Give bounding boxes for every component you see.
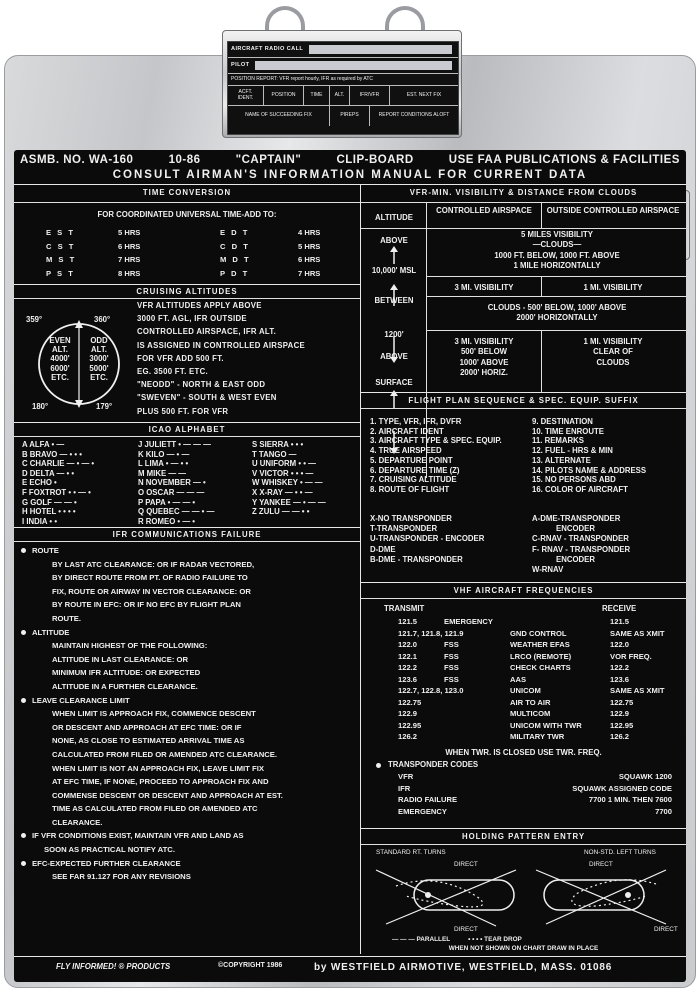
route-line: FIX, ROUTE OR AIRWAY IN VECTOR CLEARANCE: OR: [52, 586, 251, 596]
divider: [361, 408, 686, 409]
transponder-code: SQUAWK ASSIGNED CODE: [572, 783, 672, 793]
msl-10000-label: 10,000' MSL: [371, 266, 417, 275]
route-heading: ROUTE: [20, 544, 356, 558]
tc-hours: 7 HRS: [298, 268, 321, 278]
vhf-transmit: 122.75: [398, 697, 422, 707]
divider: [361, 598, 686, 599]
odd-altitude: ODD: [90, 336, 108, 345]
route-line: ROUTE.: [52, 613, 82, 623]
col-alt: ALT.: [330, 86, 350, 105]
leave-limit-line: CLEARANCE.: [52, 817, 103, 827]
footer-divider: [14, 956, 686, 957]
odd-altitude: 5000': [89, 363, 109, 373]
vfr-min-line: 5 MILES VISIBILITY: [521, 230, 593, 239]
vfr-min-line: 1000 FT. BELOW, 1000 FT. ABOVE: [494, 250, 620, 260]
vhf-receive: 123.6: [610, 674, 630, 684]
even-altitude: ETC.: [51, 372, 69, 382]
vfr-min-line: 2000' HORIZONTALLY: [516, 313, 598, 323]
holding-pattern-title: HOLDING PATTERN ENTRY: [461, 832, 586, 841]
icao-letter: X X-RAY — • • —: [252, 487, 313, 497]
even-altitude: EVEN: [49, 336, 71, 345]
vhf-transmit: 123.6: [398, 674, 418, 684]
tc-hours: 5 HRS: [118, 228, 141, 237]
vfr-min-line: 3 MI. VISIBILITY: [454, 337, 514, 346]
odd-altitude: 3000': [89, 354, 109, 364]
aircraft-radio-call-label: AIRCRAFT RADIO CALL: [231, 46, 304, 53]
icao-letter: W WHISKEY • — —: [252, 478, 323, 488]
controlled-below-10000: [429, 337, 539, 379]
even-altitudes: [44, 336, 76, 382]
equipment-suffix-1: [370, 514, 484, 565]
vhf-transmit: 122.0: [398, 640, 418, 649]
bullet-icon: [376, 763, 381, 768]
divider: [14, 541, 360, 542]
vfr-min-line: 1 MI. VISIBILITY: [583, 337, 643, 346]
direct-label-top-left: DIRECT: [454, 861, 478, 868]
time-conversion-title: TIME CONVERSION: [142, 188, 232, 197]
tc-zone: P D T: [220, 268, 250, 278]
flight-plan-item: 6. DEPARTURE TIME (Z): [370, 465, 460, 475]
altitude-line: ALTITUDE IN A FURTHER CLEARANCE.: [52, 681, 198, 691]
altitude-line: ALTITUDE IN LAST CLEARANCE: OR: [52, 654, 189, 664]
route-line: BY ROUTE IN EFC: OR IF NO EFC BY FLIGHT PLAN: [52, 600, 241, 610]
vfr-min-line: 2000' HORIZ.: [460, 368, 508, 378]
transponder-case: IFR: [398, 783, 411, 793]
above-label-2: ABOVE: [380, 352, 408, 361]
equipment-suffix: ENCODER: [556, 554, 595, 564]
col-time: TIME: [304, 86, 330, 105]
vhf-transmit: 121.7, 121.8, 121.9: [398, 628, 464, 638]
route-line: BY LAST ATC CLEARANCE: OR IF RADAR VECTORED,: [52, 559, 255, 569]
cruising-rule-line: PLUS 500 FT. FOR VFR: [137, 406, 229, 416]
icao-column-1: [22, 440, 94, 526]
altitude-heading: ALTITUDE: [20, 626, 356, 640]
panel-header: [20, 154, 680, 166]
vfr-conditions-line: IF VFR CONDITIONS EXIST, MAINTAIN VFR AND LAND AS: [20, 829, 356, 843]
leave-limit-line: COMMENSE DESCENT OR DESCENT AND APPROACH AT EST.: [52, 790, 283, 800]
vfr-min-line: —CLOUDS—: [532, 240, 582, 250]
icao-letter: C CHARLIE — • — •: [22, 459, 95, 469]
leave-limit-heading: LEAVE CLEARANCE LIMIT: [20, 694, 356, 708]
flight-plan-title: FLIGHT PLAN SEQUENCE & SPEC. EQUIP. SUFFIX: [408, 396, 639, 405]
model-name: "CAPTAIN": [235, 154, 302, 166]
icao-letter: H HOTEL • • • •: [22, 507, 76, 517]
transmit-header: TRANSMIT: [384, 604, 425, 613]
efc-heading: EFC-EXPECTED FURTHER CLEARANCE: [20, 857, 356, 871]
icao-letter: V VICTOR • • • —: [252, 468, 314, 478]
ifr-failure-procedures: [20, 544, 356, 884]
leave-limit-line: TIME AS CALCULATED FROM FILED OR AMENDED ATC: [52, 804, 258, 814]
time-conversion-subtitle: FOR COORDINATED UNIVERSAL TIME-ADD TO:: [97, 210, 277, 219]
col-succeeding-fix: NAME OF SUCCEEDING FIX: [228, 106, 330, 126]
holding-pattern-diagram: [366, 866, 684, 928]
vhf-receive: 122.75: [610, 697, 634, 707]
icao-column-3: [252, 440, 326, 517]
vhf-facility: FSS: [444, 674, 459, 684]
vhf-frequencies-title: VHF AIRCRAFT FREQUENCIES: [453, 586, 594, 595]
outside-below-1200: [542, 337, 684, 368]
transponder-case: RADIO FAILURE: [398, 795, 458, 804]
odd-altitudes: [82, 336, 116, 382]
divider: [361, 202, 686, 203]
aircraft-radio-call-row: [228, 42, 458, 58]
equipment-suffix-2: [532, 514, 630, 575]
direct-label-top-right: DIRECT: [589, 861, 613, 868]
parallel-label: PARALLEL: [416, 936, 451, 943]
reference-panel: [14, 150, 686, 982]
icao-letter: J JULIETT • — — —: [138, 440, 211, 449]
aircraft-radio-call-field[interactable]: [309, 45, 452, 54]
col-ifr-vfr: IFR/VFR: [350, 86, 390, 105]
even-altitude: 6000': [50, 363, 70, 373]
vfr-min-line: CLEAR OF: [593, 347, 633, 357]
degree-179-label: 179°: [96, 402, 113, 411]
degree-180-label: 180°: [32, 402, 49, 411]
vhf-transmit: 122.9: [398, 709, 418, 718]
divider: [361, 228, 686, 229]
receive-header: RECEIVE: [602, 604, 637, 613]
icao-letter: N NOVEMBER — •: [138, 478, 206, 488]
vfr-min-line: 1 MILE HORIZONTALLY: [513, 261, 601, 271]
tc-zone: M D T: [220, 255, 251, 264]
position-report-row: [228, 74, 458, 86]
divider: [426, 330, 686, 331]
vhf-transmit: 122.7, 122.8, 123.0: [398, 686, 464, 695]
col-position: POSITION: [264, 86, 304, 105]
icao-letter: F FOXTROT • • — •: [22, 487, 91, 497]
vhf-service: AAS: [510, 674, 527, 684]
vhf-transmit: 122.1: [398, 651, 418, 661]
tower-closed-note: WHEN TWR. IS CLOSED USE TWR. FREQ.: [445, 748, 602, 757]
position-report-label: POSITION REPORT:: [231, 75, 278, 82]
icao-letter: Q QUEBEC — — • —: [138, 507, 215, 517]
route-line: BY DIRECT ROUTE FROM PT. OF RADIO FAILURE TO: [52, 573, 248, 583]
nonstandard-turns-label: NON-STD. LEFT TURNS: [584, 849, 656, 856]
icao-letter: A ALFA • —: [22, 440, 65, 449]
vhf-receive: 122.0: [610, 640, 630, 649]
equipment-suffix: D-DME: [370, 544, 396, 554]
even-altitude: 4000': [50, 354, 70, 364]
cruising-rule-line: FOR VFR ADD 500 FT.: [137, 353, 224, 363]
even-altitude: ALT.: [52, 345, 68, 355]
consult-aim-notice: CONSULT AIRMAN'S INFORMATION MANUAL FOR CURRENT DATA: [112, 169, 588, 181]
flight-plan-item: 7. CRUISING ALTITUDE: [370, 475, 457, 485]
divider: [541, 330, 542, 392]
position-report-columns: [228, 86, 458, 106]
col-report-conditions: REPORT CONDITIONS ALOFT: [378, 112, 450, 119]
vhf-facility: FSS: [444, 651, 459, 661]
efc-line: SEE FAR 91.127 FOR ANY REVISIONS: [52, 872, 191, 882]
vhf-service: CHECK CHARTS: [510, 663, 571, 672]
divider: [361, 844, 686, 845]
direct-label-bottom-left: DIRECT: [454, 926, 478, 933]
radio-call-card: [227, 41, 459, 135]
controlled-airspace-header: CONTROLLED AIRSPACE: [436, 206, 532, 215]
icao-letter: D DELTA — • •: [22, 468, 75, 478]
assembly-number: ASMB. NO. WA-160: [20, 154, 134, 166]
surface-label: SURFACE: [375, 378, 413, 387]
col-est-next-fix: EST. NEXT FIX: [406, 91, 442, 98]
tc-zone: P S T: [46, 268, 75, 278]
copyright-notice: ©COPYRIGHT 1986: [218, 962, 283, 969]
equipment-suffix: ENCODER: [556, 524, 595, 534]
holding-legend: [392, 936, 522, 944]
leave-limit-line: WHEN LIMIT IS APPROACH FIX, COMMENCE DESCENT: [52, 709, 256, 719]
flight-plan-item: 11. REMARKS: [532, 436, 584, 446]
flight-plan-items-9-16: [532, 417, 646, 495]
col-acft-ident: ACFT. IDENT.: [228, 86, 264, 105]
tc-hours: 5 HRS: [298, 241, 321, 251]
tc-hours: 6 HRS: [118, 241, 141, 251]
vfr-conditions-line: SOON AS PRACTICAL NOTIFY ATC.: [44, 845, 175, 855]
degree-360-label: 360°: [94, 315, 111, 324]
tc-zone: E D T: [220, 228, 250, 237]
transponder-codes-header: [376, 760, 478, 770]
flight-plan-item: 5. DEPARTURE POINT: [370, 455, 453, 465]
holding-note: WHEN NOT SHOWN ON CHART DRAW IN PLACE: [448, 945, 599, 952]
vhf-receive: SAME AS XMIT: [610, 628, 665, 638]
cruising-rule-line: CONTROLLED AIRSPACE, IFR ALT.: [137, 327, 277, 337]
divider: [14, 422, 360, 423]
icao-letter: S SIERRA • • •: [252, 440, 304, 449]
pilot-field[interactable]: [255, 61, 452, 70]
icao-column-2: [138, 440, 214, 526]
icao-letter: P PAPA • — — •: [138, 497, 196, 507]
transponder-codes-label: TRANSPONDER CODES: [388, 760, 479, 769]
cruising-rule-line: IS ASSIGNED IN CONTROLLED AIRSPACE: [137, 340, 306, 350]
vhf-service: UNICOM WITH TWR: [510, 720, 582, 730]
icao-alphabet-title: ICAO ALPHABET: [148, 425, 226, 434]
vhf-receive: SAME AS XMIT: [610, 686, 665, 695]
vfr-min-line: 500' BELOW: [460, 347, 508, 357]
between-label: BETWEEN: [374, 296, 414, 305]
altitude-line: MINIMUM IFR ALTITUDE: OR EXPECTED: [52, 668, 201, 678]
vhf-facility: FSS: [444, 663, 459, 672]
transponder-case: EMERGENCY: [398, 806, 447, 816]
pilot-label: PILOT: [231, 62, 250, 69]
leave-limit-line: CALCULATED FROM FILED OR AMENDED ATC CLEARANCE.: [52, 749, 278, 759]
icao-letter: T TANGO —: [252, 449, 297, 459]
flight-plan-item: 1. TYPE, VFR, IFR, DVFR: [370, 417, 462, 426]
divider: [426, 296, 686, 297]
tc-hours: 8 HRS: [118, 268, 141, 278]
altitude-line: MAINTAIN HIGHEST OF THE FOLLOWING:: [52, 641, 208, 651]
odd-altitude: ETC.: [90, 372, 108, 382]
flight-plan-item: 10. TIME ENROUTE: [532, 426, 604, 436]
vhf-receive: 126.2: [610, 732, 630, 741]
vhf-transmit: 122.2: [398, 663, 418, 672]
divider: [541, 202, 542, 228]
odd-altitude: ALT.: [91, 345, 107, 355]
cruising-altitudes-title: CRUISING ALTITUDES: [136, 287, 238, 296]
cruising-rule-line: "SWEVEN" - SOUTH & WEST EVEN: [137, 393, 277, 403]
icao-letter: K KILO — • —: [138, 449, 190, 459]
vhf-receive: 122.95: [610, 720, 634, 730]
transponder-case: VFR: [398, 772, 414, 781]
icao-letter: O OSCAR — — —: [138, 487, 205, 497]
cruising-rule-line: 3000 FT. AGL, IFR OUTSIDE: [137, 314, 247, 324]
equipment-suffix: A-DME-TRANSPONDER: [532, 514, 621, 523]
flight-plan-item: 12. FUEL - HRS & MIN: [532, 446, 613, 456]
icao-letter: M MIKE — —: [138, 468, 187, 478]
transponder-code: 7700 1 MIN. THEN 7600: [588, 795, 672, 804]
vfr-min-line: 1000' ABOVE: [459, 357, 509, 367]
vhf-service: MULTICOM: [510, 709, 551, 718]
flight-plan-item: 4. TRUE AIRSPEED: [370, 446, 442, 456]
flight-plan-item: 2. AIRCRAFT IDENT: [370, 426, 444, 436]
vhf-service: LRCO (REMOTE): [510, 651, 572, 661]
fly-informed-brand: FLY INFORMED! ® PRODUCTS: [56, 962, 171, 971]
degree-359-label: 359°: [26, 315, 43, 324]
vhf-receive: VOR FREQ.: [610, 651, 652, 661]
transponder-code: SQUAWK 1200: [618, 772, 672, 781]
vhf-service: MILITARY TWR: [510, 732, 565, 741]
icao-letter: B BRAVO — • • •: [22, 449, 83, 459]
divider: [541, 276, 542, 296]
icao-letter: I INDIA • •: [22, 516, 58, 526]
tc-hours: 4 HRS: [298, 228, 321, 237]
revision-date: 10-86: [168, 154, 201, 166]
flight-plan-item: 15. NO PERSONS ABD: [532, 475, 616, 485]
equipment-suffix: W-RNAV: [532, 565, 564, 575]
divider: [361, 392, 686, 393]
vhf-service: GND CONTROL: [510, 628, 567, 638]
icao-letter: U UNIFORM • • —: [252, 459, 316, 469]
equipment-suffix: F- RNAV - TRANSPONDER: [532, 544, 631, 554]
vhf-receive: 121.5: [610, 617, 630, 626]
position-report-columns-2: [228, 106, 458, 126]
equipment-suffix: B-DME - TRANSPONDER: [370, 554, 463, 564]
flight-plan-items-1-8: [370, 417, 502, 495]
leave-limit-line: AT EFC TIME, IF NONE, PROCEED TO APPROACH FIX AND: [52, 777, 269, 787]
flight-plan-item: 14. PILOTS NAME & ADDRESS: [532, 465, 647, 475]
flight-plan-item: 3. AIRCRAFT TYPE & SPEC. EQUIP.: [370, 436, 502, 446]
teardrop-legend: • • • • TEAR DROP: [468, 936, 522, 943]
cruising-rules-text: [137, 299, 359, 418]
divider: [361, 582, 686, 583]
icao-letter: E ECHO •: [22, 478, 57, 488]
icao-letter: Z ZULU — — • •: [252, 507, 310, 517]
cruising-rule-line: EG. 3500 FT. ETC.: [137, 367, 208, 377]
vhf-transmit: 122.95: [398, 720, 422, 730]
manufacturer-line: by WESTFIELD AIRMOTIVE, WESTFIELD, MASS. 01086: [314, 962, 613, 973]
vhf-receive: 122.9: [610, 709, 630, 718]
use-faa-notice: USE FAA PUBLICATIONS & FACILITIES: [448, 154, 680, 166]
leave-limit-line: WHEN LIMIT IS NOT AN APPROACH FIX, LEAVE LIMIT FIX: [52, 763, 264, 773]
leave-limit-line: OR DESCENT AND APPROACH AT EFC TIME: OR IF: [52, 722, 242, 732]
vhf-transmit: 121.5: [398, 617, 418, 626]
equipment-suffix: U-TRANSPONDER - ENCODER: [370, 534, 485, 544]
vfr-minimums-title: VFR-MIN. VISIBILITY & DISTANCE FROM CLOUDS: [409, 188, 638, 197]
direct-label-bottom-right: DIRECT: [654, 926, 678, 933]
tc-zone: C S T: [46, 241, 76, 251]
board-clip[interactable]: [222, 30, 462, 138]
equipment-suffix: T-TRANSPONDER: [370, 524, 438, 534]
divider: [426, 276, 686, 277]
tc-zone: E S T: [46, 228, 75, 237]
col-pireps: PIREPS: [330, 106, 370, 126]
vhf-service: AIR TO AIR: [510, 697, 551, 707]
pilot-row: [228, 58, 458, 74]
vhf-transmit: 126.2: [398, 732, 418, 741]
ifr-failure-title: IFR COMMUNICATIONS FAILURE: [112, 530, 262, 539]
agl-1200-label: 1200': [384, 330, 404, 339]
cruising-rule-line: "NEODD" - NORTH & EAST ODD: [137, 380, 266, 390]
vfr-min-line: CLOUDS - 500' BELOW, 1000' ABOVE: [487, 303, 627, 312]
clouds-clearance-text: [429, 303, 685, 324]
tc-zone: M S T: [46, 255, 77, 264]
tc-hours: 6 HRS: [298, 255, 321, 264]
parallel-legend: — — — PARALLEL: [392, 936, 451, 943]
vhf-service: WEATHER EFAS: [510, 640, 570, 649]
tc-zone: C D T: [220, 241, 250, 251]
equipment-suffix: X-NO TRANSPONDER: [370, 514, 452, 523]
flight-plan-item: 9. DESTINATION: [532, 417, 593, 426]
position-report-note: VFR report hourly, IFR as required by ATC: [279, 75, 374, 82]
altitude-column-header: ALTITUDE: [375, 213, 413, 222]
cruising-rule-line: VFR ALTITUDES APPLY ABOVE: [137, 301, 262, 310]
divider: [361, 828, 686, 829]
standard-turns-label: STANDARD RT. TURNS: [376, 849, 446, 856]
compass-rose-diagram: [20, 318, 138, 410]
icao-letter: L LIMA • — • •: [138, 459, 189, 469]
vhf-service: UNICOM: [510, 686, 541, 695]
icao-letter: Y YANKEE — • — —: [252, 497, 326, 507]
equipment-suffix: C-RNAV - TRANSPONDER: [532, 534, 629, 544]
header-divider: [14, 184, 686, 185]
above-label: ABOVE: [380, 236, 408, 245]
vhf-receive: 122.2: [610, 663, 630, 672]
divider: [14, 527, 360, 528]
icao-letter: R ROMEO • — •: [138, 516, 196, 526]
above-10000-minimums: [429, 230, 685, 272]
divider: [14, 284, 360, 285]
leave-limit-line: NONE, AS CLOSE TO ESTIMATED ARRIVAL TIME AS: [52, 736, 245, 746]
flight-plan-item: 16. COLOR OF AIRCRAFT: [532, 484, 628, 494]
controlled-visibility-3mi: 3 MI. VISIBILITY: [454, 283, 514, 292]
vhf-facility: EMERGENCY: [444, 617, 493, 626]
outside-controlled-header: OUTSIDE CONTROLLED AIRSPACE: [546, 206, 680, 215]
divider: [14, 436, 360, 437]
clipboard-label: CLIP-BOARD: [336, 154, 414, 166]
teardrop-label: TEAR DROP: [484, 936, 522, 943]
outside-visibility-1mi: 1 MI. VISIBILITY: [583, 283, 643, 292]
icao-letter: G GOLF — — •: [22, 497, 77, 507]
vfr-min-line: CLOUDS: [596, 357, 630, 367]
flight-plan-item: 13. ALTERNATE: [532, 455, 591, 465]
flight-plan-item: 8. ROUTE OF FLIGHT: [370, 484, 450, 494]
transponder-code: 7700: [655, 806, 672, 816]
divider: [14, 202, 360, 203]
tc-hours: 7 HRS: [118, 255, 141, 264]
vhf-facility: FSS: [444, 640, 459, 649]
